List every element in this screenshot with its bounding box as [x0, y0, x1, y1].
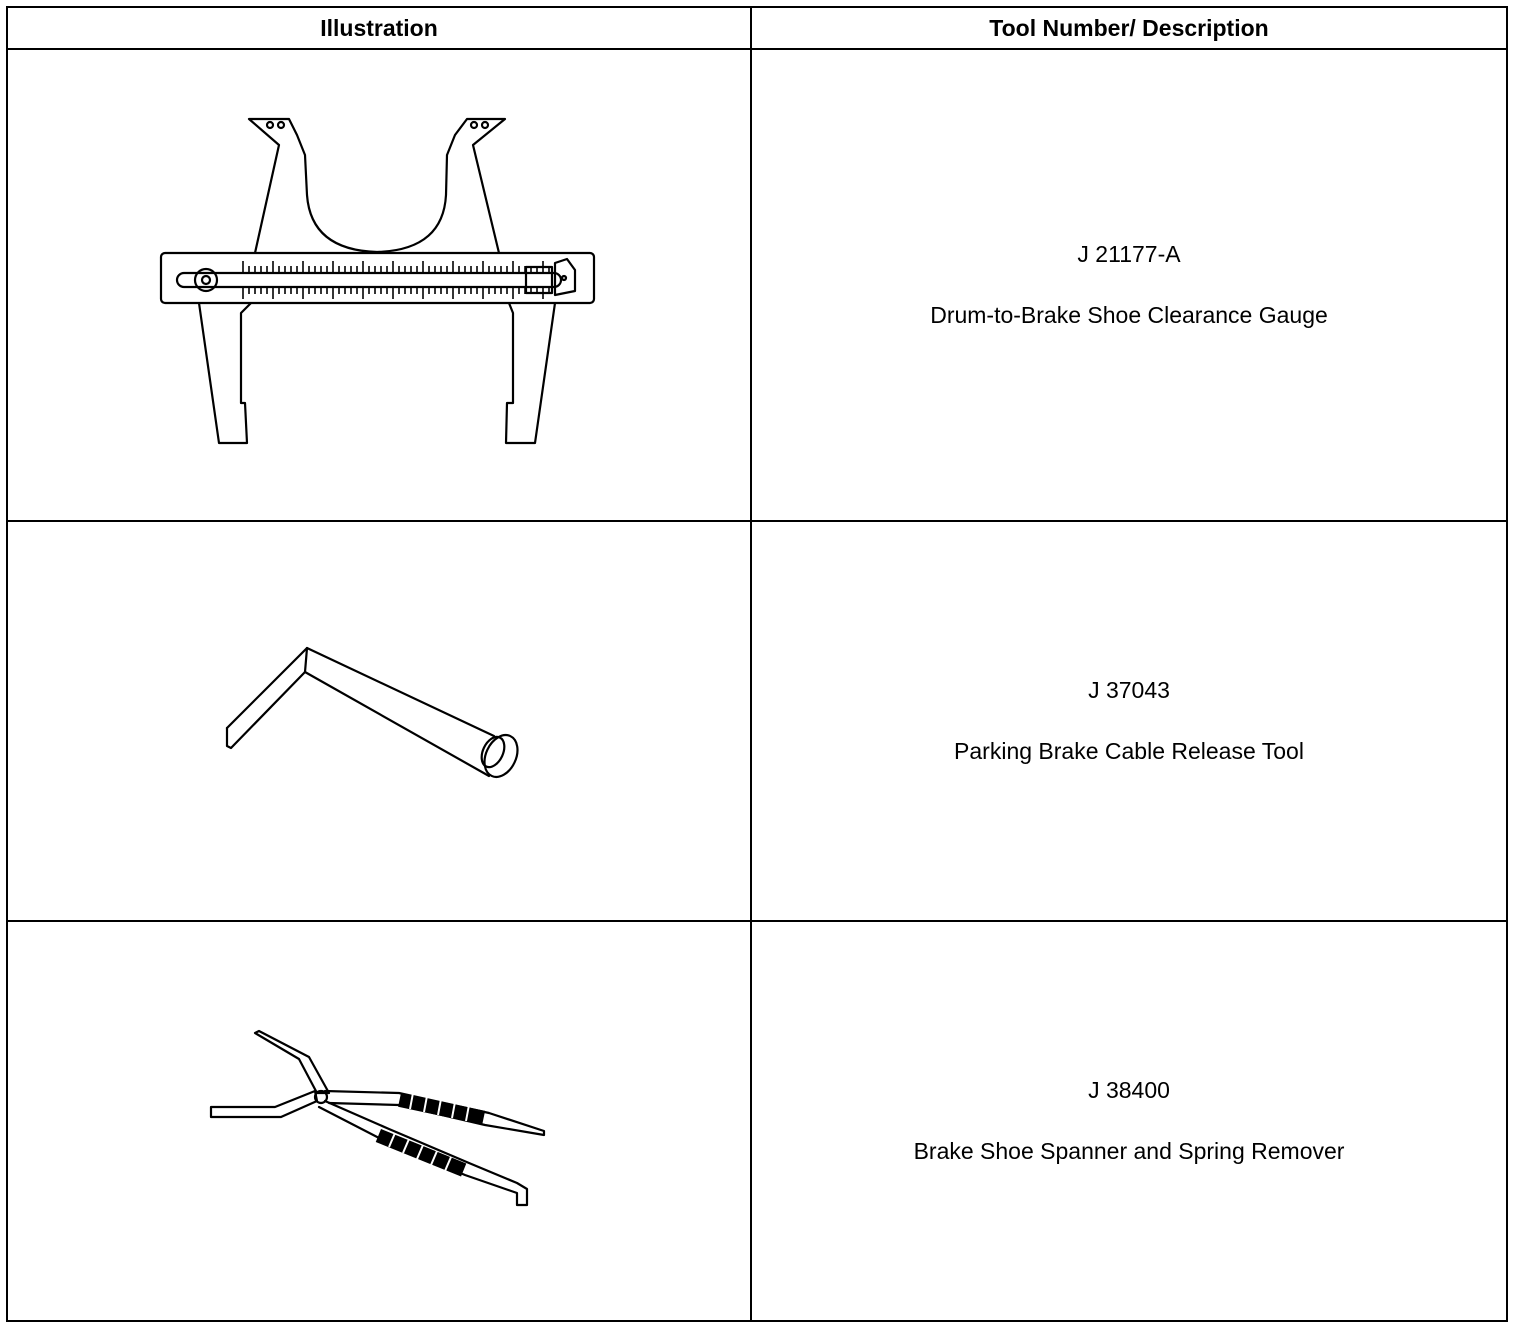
table-row [7, 49, 1507, 521]
illustration-cell [7, 521, 751, 921]
description-cell [751, 521, 1507, 921]
table-row [7, 521, 1507, 921]
table-header-row [7, 7, 1507, 49]
tool-number: J 21177-A [1077, 241, 1181, 267]
description-cell [751, 921, 1507, 1321]
tool-description: Parking Brake Cable Release Tool [954, 738, 1304, 764]
spanner-spring-remover-icon [199, 1021, 559, 1221]
cable-release-tool-icon [219, 641, 539, 801]
illustration-cell [7, 49, 751, 521]
tool-description: Brake Shoe Spanner and Spring Remover [913, 1138, 1345, 1164]
header-tool-description: Tool Number/ Description [751, 7, 1507, 49]
clearance-gauge-icon [149, 105, 609, 465]
table-row [7, 921, 1507, 1321]
tool-number: J 37043 [1088, 677, 1170, 703]
illustration-cell [7, 921, 751, 1321]
header-illustration: Illustration [7, 7, 751, 49]
description-cell [751, 49, 1507, 521]
special-tools-table [6, 6, 1508, 1322]
tool-number: J 38400 [1088, 1077, 1170, 1103]
tool-description: Drum-to-Brake Shoe Clearance Gauge [930, 302, 1328, 328]
